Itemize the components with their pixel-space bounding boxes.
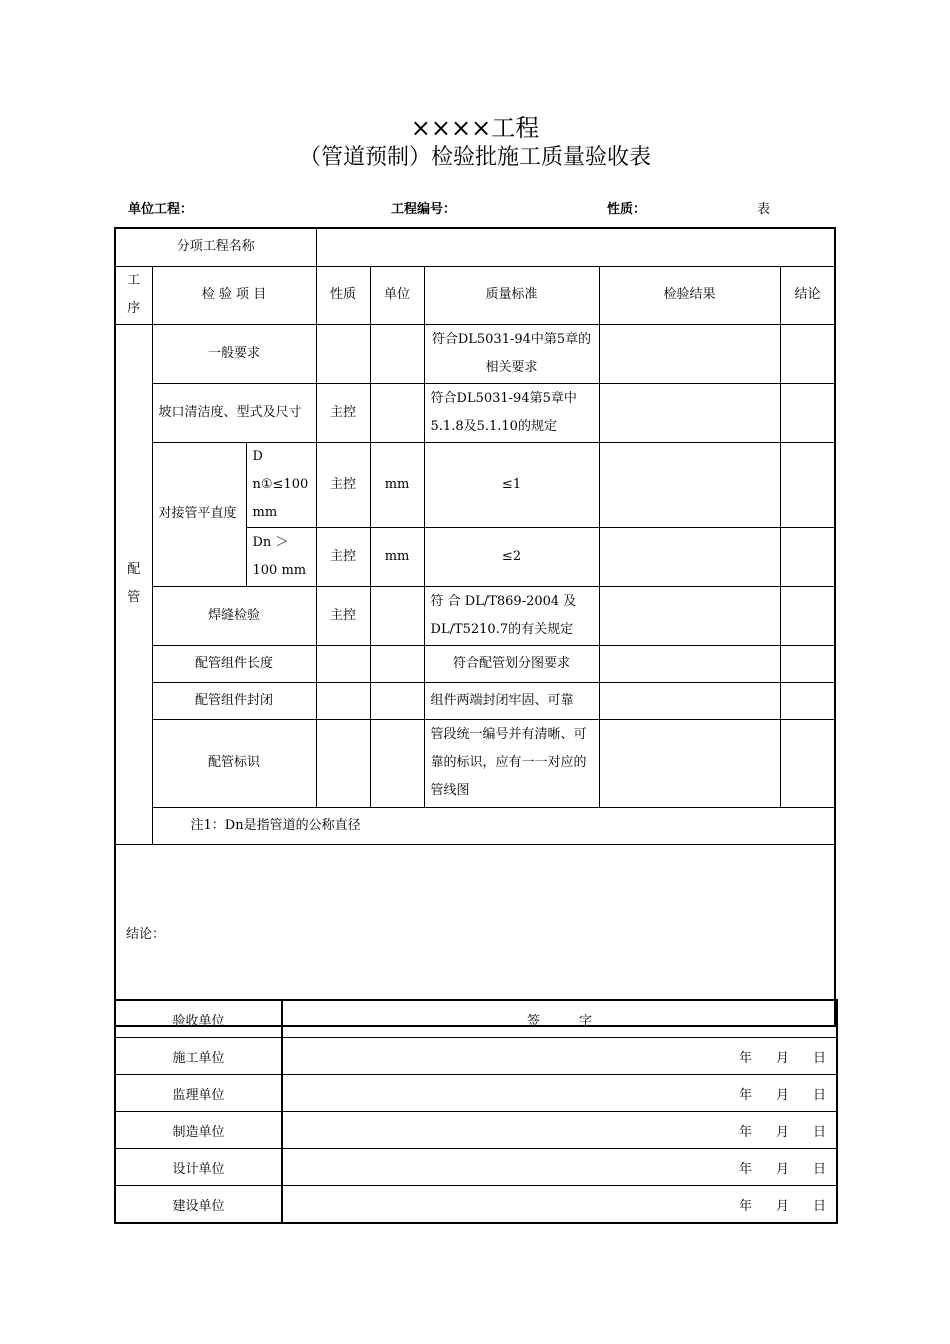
seal-nature[interactable] <box>316 682 370 719</box>
straightness-sub-2: Dn ＞100 mm <box>246 527 316 586</box>
sign-unit-supervision: 监理单位 <box>115 1075 282 1112</box>
seal-conclusion[interactable] <box>780 682 835 719</box>
bevel-item: 坡口清洁度、型式及尺寸 <box>152 383 316 442</box>
straightness-sub-2-conclusion[interactable] <box>780 527 835 586</box>
quality-standard-header: 质量标准 <box>424 266 599 324</box>
weld-standard: 符 合 DL/T869-2004 及DL/T5210.7的有关规定 <box>424 586 599 645</box>
length-nature[interactable] <box>316 645 370 682</box>
weld-item: 焊缝检验 <box>152 586 316 645</box>
unit-project-label: 单位工程： <box>128 202 194 217</box>
straightness-sub-1-result[interactable] <box>599 442 780 527</box>
table-label: 表 <box>757 202 771 217</box>
straightness-sub-2-unit: mm <box>370 527 424 586</box>
weld-result[interactable] <box>599 586 780 645</box>
general-standard: 符合DL5031-94中第5章的相关要求 <box>424 324 599 383</box>
length-unit[interactable] <box>370 645 424 682</box>
inspection-table <box>114 227 836 1027</box>
bevel-conclusion[interactable] <box>780 383 835 442</box>
weld-unit[interactable] <box>370 586 424 645</box>
sign-date-design[interactable]: 年 月 日 <box>282 1149 837 1186</box>
general-unit[interactable] <box>370 324 424 383</box>
note: 注1：Dn是指管道的公称直径 <box>152 807 835 844</box>
mark-conclusion[interactable] <box>780 719 835 807</box>
title-line-2: （管道预制）检验批施工质量验收表 <box>298 145 651 170</box>
mark-standard: 管段统一编号并有清晰、可靠的标识，应有一一对应的管线图 <box>424 719 599 807</box>
inspection-item-header: 检 验 项 目 <box>152 266 316 324</box>
bevel-standard: 符合DL5031-94第5章中5.1.8及5.1.10的规定 <box>424 383 599 442</box>
nature-header: 性质 <box>316 266 370 324</box>
sub-project-name-value[interactable] <box>316 228 835 266</box>
sign-date-owner[interactable]: 年 月 日 <box>282 1186 837 1224</box>
sign-date-construction[interactable]: 年 月 日 <box>282 1038 837 1075</box>
mark-item: 配管标识 <box>152 719 316 807</box>
sign-unit-construction: 施工单位 <box>115 1038 282 1075</box>
bevel-nature: 主控 <box>316 383 370 442</box>
unit-header: 单位 <box>370 266 424 324</box>
seal-standard: 组件两端封闭牢固、可靠 <box>424 682 599 719</box>
sign-date-supervision[interactable]: 年 月 日 <box>282 1075 837 1112</box>
straightness-sub-2-standard: ≤2 <box>424 527 599 586</box>
project-number-label: 工程编号： <box>391 202 457 217</box>
group-label-piping: 配 管 <box>115 324 152 844</box>
seal-item: 配管组件封闭 <box>152 682 316 719</box>
straightness-sub-1-nature: 主控 <box>316 442 370 527</box>
seal-result[interactable] <box>599 682 780 719</box>
signature-table <box>114 999 838 1224</box>
accept-unit-header: 验收单位 <box>115 1000 282 1038</box>
conclusion-label: 结论： <box>126 926 166 942</box>
straightness-sub-1: D n①≤100 mm <box>246 442 316 527</box>
length-item: 配管组件长度 <box>152 645 316 682</box>
sign-unit-design: 设计单位 <box>115 1149 282 1186</box>
weld-conclusion[interactable] <box>780 586 835 645</box>
straightness-item: 对接管平直度 <box>152 442 246 586</box>
length-standard: 符合配管划分图要求 <box>424 645 599 682</box>
sub-project-name-label: 分项工程名称 <box>115 228 316 266</box>
weld-nature: 主控 <box>316 586 370 645</box>
signature-header: 签 字 <box>282 1000 837 1038</box>
bevel-unit[interactable] <box>370 383 424 442</box>
sign-date-manufacture[interactable]: 年 月 日 <box>282 1112 837 1149</box>
straightness-sub-2-result[interactable] <box>599 527 780 586</box>
straightness-sub-1-unit: mm <box>370 442 424 527</box>
process-header: 工 序 <box>115 266 152 324</box>
inspection-result-header: 检验结果 <box>599 266 780 324</box>
straightness-sub-2-nature: 主控 <box>316 527 370 586</box>
general-conclusion[interactable] <box>780 324 835 383</box>
title-line-1: ××××工程 <box>410 114 540 142</box>
conclusion-header: 结论 <box>780 266 835 324</box>
general-result[interactable] <box>599 324 780 383</box>
general-item: 一般要求 <box>152 324 316 383</box>
length-conclusion[interactable] <box>780 645 835 682</box>
mark-result[interactable] <box>599 719 780 807</box>
bevel-result[interactable] <box>599 383 780 442</box>
straightness-sub-1-standard: ≤1 <box>424 442 599 527</box>
mark-unit[interactable] <box>370 719 424 807</box>
sign-unit-owner: 建设单位 <box>115 1186 282 1224</box>
straightness-sub-1-conclusion[interactable] <box>780 442 835 527</box>
mark-nature[interactable] <box>316 719 370 807</box>
nature-label: 性质： <box>607 202 647 217</box>
sign-unit-manufacture: 制造单位 <box>115 1112 282 1149</box>
seal-unit[interactable] <box>370 682 424 719</box>
length-result[interactable] <box>599 645 780 682</box>
general-nature[interactable] <box>316 324 370 383</box>
